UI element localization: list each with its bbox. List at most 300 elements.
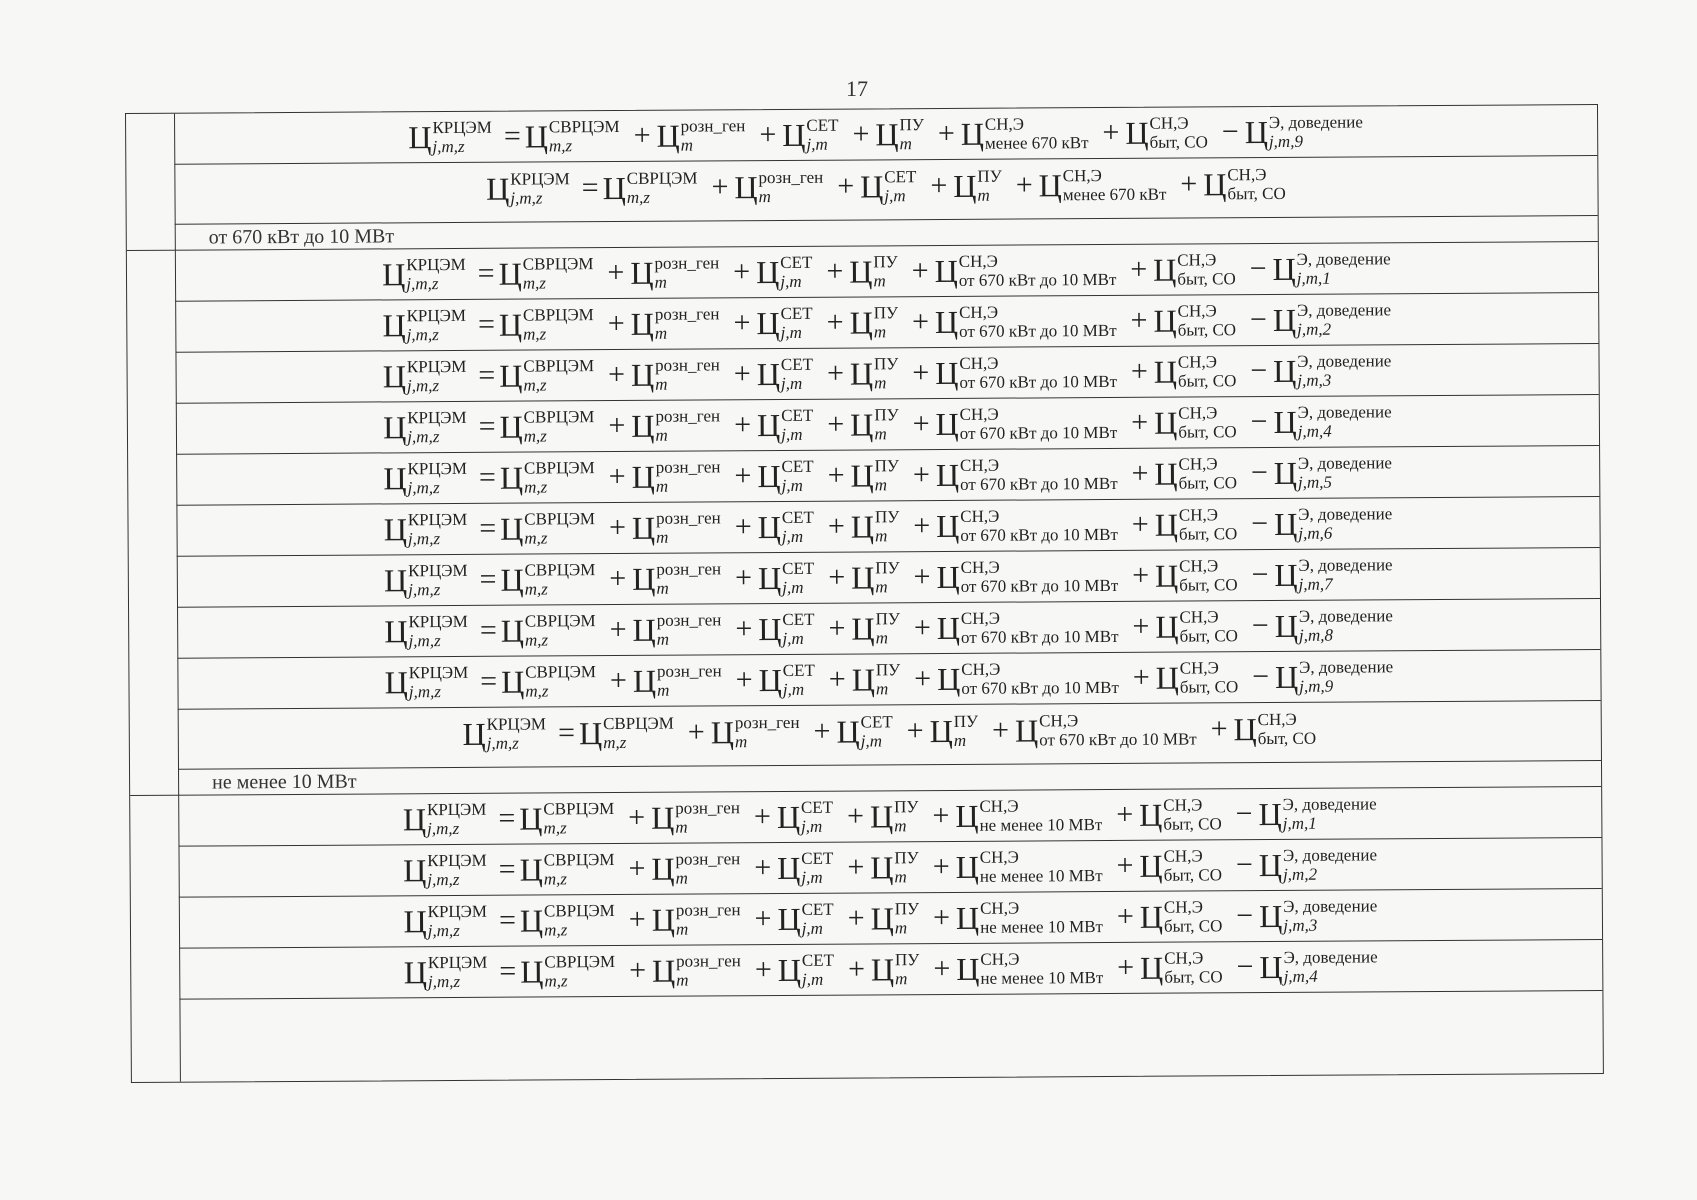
subscript: j,m,z <box>408 580 441 600</box>
superscript: СЕТ <box>801 950 835 970</box>
superscript: СЕТ <box>781 507 814 527</box>
subscript: m <box>656 527 669 547</box>
plus-sign: + <box>906 714 924 748</box>
term-krcem <box>403 801 487 838</box>
subscript: j,m <box>800 816 823 836</box>
subscript: j,m,z <box>406 376 440 396</box>
term-sn-byt <box>1140 898 1223 935</box>
formula <box>462 711 1316 752</box>
script-stack <box>408 562 468 598</box>
superscript: Э, доведение <box>1282 794 1377 814</box>
subscript: j,m,4 <box>1283 966 1318 986</box>
price-symbol: Ц <box>1038 167 1062 204</box>
term-sn <box>935 303 1117 340</box>
price-symbol: Ц <box>935 456 960 494</box>
price-symbol: Ц <box>632 560 656 597</box>
script-stack <box>1178 455 1237 491</box>
script-stack <box>1063 167 1167 204</box>
script-stack <box>428 954 488 990</box>
term-sn-byt <box>1153 302 1236 339</box>
subscript: m <box>655 374 668 394</box>
price-symbol: Ц <box>630 305 654 342</box>
superscript: КРЦЭМ <box>406 254 466 275</box>
plus-sign: + <box>609 663 628 698</box>
plus-sign: + <box>609 612 627 647</box>
subscript: не менее 10 МВт <box>980 917 1103 937</box>
formula <box>384 607 1393 649</box>
section-label: от 670 кВт до 10 МВт <box>208 225 395 249</box>
script-stack <box>523 306 594 342</box>
price-symbol: Ц <box>756 305 780 342</box>
plus-sign: + <box>1131 405 1149 439</box>
price-symbol: Ц <box>383 409 407 446</box>
script-stack <box>603 715 674 751</box>
subscript: m <box>977 185 990 205</box>
plus-sign: + <box>1116 899 1134 933</box>
subscript: m <box>953 730 967 750</box>
subscript: быт, СО <box>1177 371 1237 391</box>
term-pu <box>953 168 1002 204</box>
term-svrcem <box>525 118 620 155</box>
plus-sign: + <box>608 459 626 494</box>
superscript: СН,Э <box>1163 897 1204 917</box>
price-symbol: Ц <box>383 460 407 497</box>
subscript: от 670 кВт до 10 МВт <box>1039 729 1197 750</box>
equals-sign: = <box>478 460 496 494</box>
superscript: СЕТ <box>780 303 813 323</box>
formula <box>385 658 1394 700</box>
superscript: Э, доведение <box>1283 896 1378 916</box>
script-stack <box>780 305 812 341</box>
superscript: ПУ <box>873 252 898 272</box>
minus-sign: − <box>1236 899 1254 933</box>
subscript: m,z <box>523 324 547 344</box>
plus-sign: + <box>628 800 646 834</box>
price-symbol: Ц <box>1155 608 1179 645</box>
plus-sign: + <box>608 510 627 545</box>
formula <box>403 795 1377 837</box>
script-stack <box>525 663 596 699</box>
table-row <box>178 701 1601 770</box>
superscript: СВРЦЭМ <box>626 168 698 188</box>
price-symbol: Ц <box>777 849 801 887</box>
superscript: Э, доведение <box>1298 555 1393 575</box>
term-sn-byt <box>1155 506 1238 543</box>
subscript: j,m,z <box>432 136 465 157</box>
superscript: Э, доведение <box>1282 845 1378 865</box>
plus-sign: + <box>933 951 951 986</box>
term-sn-byt <box>1139 796 1222 833</box>
script-stack <box>524 510 595 546</box>
plus-sign: + <box>827 458 845 492</box>
term-krcem <box>486 170 570 207</box>
price-symbol: Ц <box>382 358 407 395</box>
subscript: j,m <box>806 134 828 154</box>
script-stack <box>959 252 1117 289</box>
price-symbol: Ц <box>936 558 960 596</box>
term-pu <box>851 559 900 595</box>
subscript: от 670 кВт до 10 МВт <box>959 422 1118 443</box>
script-stack <box>427 852 487 888</box>
price-symbol: Ц <box>757 458 781 495</box>
superscript: КРЦЭМ <box>408 611 468 632</box>
price-symbol: Ц <box>956 950 980 987</box>
subscript: m <box>655 425 668 445</box>
subscript: j,m,3 <box>1283 915 1318 935</box>
superscript: Э, доведение <box>1283 947 1378 967</box>
script-stack <box>875 610 900 646</box>
superscript: ПУ <box>894 848 919 868</box>
script-stack <box>655 407 720 443</box>
term-krcem <box>383 409 467 446</box>
plus-sign: + <box>827 509 845 543</box>
subscript: m <box>655 476 669 496</box>
plus-sign: + <box>847 952 866 986</box>
equals-sign: = <box>557 716 576 750</box>
subscript: j,m,z <box>407 529 441 549</box>
term-set <box>757 356 813 392</box>
term-sn-byt <box>1154 353 1237 390</box>
script-stack <box>801 850 833 886</box>
term-rozn-gen <box>652 901 741 938</box>
plus-sign: + <box>911 305 930 339</box>
superscript: СН,Э <box>1227 165 1267 185</box>
superscript: Э, доведение <box>1297 351 1392 371</box>
term-set <box>860 168 916 204</box>
script-stack <box>959 354 1117 391</box>
subscript: m <box>874 526 888 546</box>
price-symbol: Ц <box>651 901 675 938</box>
script-stack <box>676 952 741 988</box>
term-pu <box>850 304 899 340</box>
plus-sign: + <box>932 798 950 833</box>
price-symbol: Ц <box>383 511 407 548</box>
script-stack <box>1149 114 1208 150</box>
term-pu <box>850 355 899 391</box>
price-symbol: Ц <box>501 663 525 700</box>
plus-sign: + <box>608 408 626 443</box>
table-row <box>176 497 1599 557</box>
price-symbol: Ц <box>630 254 654 291</box>
price-symbol: Ц <box>408 119 432 156</box>
subscript: m,z <box>603 732 627 753</box>
price-symbol: Ц <box>651 799 675 836</box>
price-symbol: Ц <box>1140 949 1164 986</box>
script-stack <box>524 408 595 444</box>
plus-sign: + <box>753 800 771 834</box>
script-stack <box>1283 897 1377 934</box>
subscript: m <box>675 919 689 939</box>
term-sn <box>935 405 1117 442</box>
script-stack <box>1298 505 1392 542</box>
superscript: розн_ген <box>734 712 800 733</box>
superscript: СВРЦЭМ <box>543 901 615 921</box>
subscript: m,z <box>544 920 568 940</box>
subscript: j,m,z <box>408 682 442 702</box>
script-stack <box>407 460 467 496</box>
script-stack <box>407 409 467 445</box>
equals-sign: = <box>479 511 497 545</box>
script-stack <box>1297 301 1391 338</box>
plus-sign: + <box>932 849 950 884</box>
superscript: СВРЦЭМ <box>522 305 594 325</box>
script-stack <box>875 457 900 493</box>
subscript: m <box>654 323 668 343</box>
price-symbol: Ц <box>850 406 874 443</box>
superscript: СН,Э <box>1177 301 1217 321</box>
term-set <box>777 799 833 835</box>
equals-sign: = <box>477 307 496 341</box>
script-stack <box>954 713 979 749</box>
term-rozn-gen <box>633 662 722 699</box>
price-symbol: Ц <box>869 798 894 835</box>
price-symbol: Ц <box>1272 301 1297 338</box>
script-stack <box>977 168 1002 204</box>
price-symbol: Ц <box>462 715 486 752</box>
superscript: СВРЦЭМ <box>523 356 595 376</box>
script-stack <box>523 255 594 291</box>
term-rozn-gen <box>651 799 740 836</box>
script-stack <box>875 559 900 595</box>
price-symbol: Ц <box>486 170 510 207</box>
subscript: m <box>894 918 908 938</box>
price-symbol: Ц <box>955 797 979 834</box>
price-symbol: Ц <box>953 167 977 204</box>
subscript: быт, СО <box>1257 728 1317 749</box>
superscript: Э, доведение <box>1297 402 1392 422</box>
script-stack <box>980 848 1103 885</box>
script-stack <box>884 168 916 204</box>
subscript: j,m,z <box>407 478 440 498</box>
term-set <box>758 509 814 545</box>
minus-sign: − <box>1251 609 1269 643</box>
minus-sign: − <box>1235 797 1253 831</box>
script-stack <box>1179 557 1238 593</box>
price-symbol: Ц <box>756 356 781 393</box>
plus-sign: + <box>828 560 846 594</box>
script-stack <box>1227 166 1286 202</box>
script-stack <box>1039 711 1197 748</box>
term-pu <box>875 116 924 152</box>
subscript: быт, СО <box>1163 865 1223 885</box>
price-symbol: Ц <box>936 507 960 545</box>
subscript: быт, СО <box>1163 814 1222 834</box>
price-symbol: Ц <box>632 662 657 699</box>
superscript: розн_ген <box>654 304 720 324</box>
script-stack <box>895 900 920 936</box>
superscript: СЕТ <box>781 405 814 425</box>
plus-sign: + <box>932 900 951 935</box>
plus-sign: + <box>914 662 932 696</box>
term-sn <box>936 558 1118 595</box>
term-dovedenie <box>1273 301 1391 338</box>
superscript: СЕТ <box>782 609 815 629</box>
price-symbol: Ц <box>602 169 626 207</box>
superscript: ПУ <box>875 558 900 578</box>
term-sn-byt <box>1233 711 1316 748</box>
superscript: розн_ген <box>655 508 721 528</box>
term-pu <box>852 661 901 697</box>
superscript: СН,Э <box>1164 948 1204 968</box>
plus-sign: + <box>735 612 753 646</box>
superscript: СВРЦЭМ <box>524 560 596 580</box>
subscript: m,z <box>544 971 568 991</box>
subscript: m <box>873 271 886 291</box>
script-stack <box>783 662 815 698</box>
subscript: j,m,z <box>510 188 543 208</box>
equals-sign: = <box>499 954 517 988</box>
script-stack <box>985 115 1089 152</box>
term-svrcem <box>520 953 615 990</box>
subscript: j,m,z <box>427 971 461 992</box>
formula <box>382 301 1391 343</box>
script-stack <box>861 713 893 749</box>
term-dovedenie <box>1274 454 1392 491</box>
price-symbol: Ц <box>520 953 544 990</box>
price-symbol: Ц <box>960 115 985 152</box>
superscript: СН,Э <box>1177 352 1218 372</box>
script-stack <box>525 612 596 648</box>
table-row <box>176 446 1599 506</box>
superscript: розн_ген <box>675 798 740 818</box>
superscript: КРЦЭМ <box>426 799 487 820</box>
subscript: m,z <box>524 528 548 548</box>
plus-sign: + <box>1131 507 1149 541</box>
plus-sign: + <box>826 356 845 390</box>
term-sn-byt <box>1154 404 1237 441</box>
plus-sign: + <box>852 117 870 151</box>
subscript: j,m,z <box>427 818 460 839</box>
subscript: от 670 кВт до 10 МВт <box>960 524 1118 545</box>
term-sn-byt <box>1155 557 1238 594</box>
term-pu <box>930 713 979 749</box>
formula <box>382 250 1391 292</box>
superscript: ПУ <box>894 950 920 970</box>
formula <box>403 846 1377 888</box>
price-symbol: Ц <box>850 508 875 545</box>
plus-sign: + <box>1116 797 1134 831</box>
script-stack <box>1269 113 1363 150</box>
price-symbol: Ц <box>524 118 549 155</box>
script-stack <box>544 953 615 989</box>
price-symbol: Ц <box>1139 898 1164 935</box>
plus-sign: + <box>1180 167 1198 201</box>
subscript: m,z <box>543 869 568 889</box>
superscript: КРЦЭМ <box>486 714 547 734</box>
superscript: СЕТ <box>806 115 839 135</box>
plus-sign: + <box>911 254 929 288</box>
term-set <box>777 901 833 937</box>
script-stack <box>409 664 469 700</box>
script-stack <box>1297 250 1391 287</box>
price-symbol: Ц <box>1154 557 1179 594</box>
script-stack <box>1179 608 1238 644</box>
plus-sign: + <box>1116 848 1134 882</box>
script-stack <box>1283 846 1377 883</box>
subscript: m,z <box>626 187 651 207</box>
subscript: j,m,3 <box>1297 370 1332 390</box>
price-symbol: Ц <box>498 255 522 292</box>
subscript: быт, СО <box>1227 183 1286 204</box>
script-stack <box>980 950 1103 987</box>
term-pu <box>851 610 900 646</box>
subscript: j,m <box>781 475 803 495</box>
superscript: СН,Э <box>959 455 1000 475</box>
minus-sign: − <box>1249 303 1267 337</box>
term-sn <box>936 507 1118 544</box>
plus-sign: + <box>607 255 625 290</box>
plus-sign: + <box>828 662 846 696</box>
price-symbol: Ц <box>757 509 781 546</box>
term-sn-byt <box>1155 608 1238 645</box>
equals-sign: = <box>478 358 496 392</box>
price-symbol: Ц <box>777 951 802 989</box>
subscript: m <box>875 577 888 597</box>
price-symbol: Ц <box>929 712 953 750</box>
plus-sign: + <box>1130 354 1148 388</box>
subscript: j,m <box>780 322 802 342</box>
term-sn <box>955 797 1102 834</box>
subscript: от 670 кВт до 10 МВт <box>959 320 1117 341</box>
plus-sign: + <box>734 408 752 442</box>
superscript: КРЦЭМ <box>407 509 468 530</box>
term-svrcem <box>499 306 594 343</box>
term-dovedenie <box>1275 658 1393 695</box>
term-sn-byt <box>1139 847 1222 884</box>
term-krcem <box>384 562 468 599</box>
term-svrcem <box>499 357 594 394</box>
script-stack <box>1164 949 1223 985</box>
price-symbol: Ц <box>860 168 884 205</box>
term-svrcem <box>519 800 614 837</box>
superscript: СН,Э <box>960 506 1000 526</box>
term-dovedenie <box>1272 250 1390 287</box>
term-dovedenie <box>1259 897 1377 934</box>
script-stack <box>781 458 813 494</box>
term-svrcem <box>520 851 615 888</box>
price-symbol: Ц <box>934 252 958 290</box>
price-symbol: Ц <box>1258 846 1283 884</box>
price-symbol: Ц <box>836 713 860 750</box>
script-stack <box>801 901 833 937</box>
plus-sign: + <box>1102 115 1120 150</box>
superscript: ПУ <box>894 797 919 817</box>
script-stack <box>802 952 834 988</box>
price-symbol: Ц <box>870 900 894 937</box>
term-sn <box>935 252 1117 289</box>
price-symbol: Ц <box>851 661 876 698</box>
term-set <box>777 850 833 886</box>
superscript: КРЦЭМ <box>427 901 488 922</box>
script-stack <box>960 507 1118 544</box>
script-stack <box>1298 556 1392 593</box>
script-stack <box>1178 353 1237 389</box>
term-krcem <box>385 664 469 701</box>
subscript: m <box>873 322 887 342</box>
plus-sign: + <box>826 305 844 339</box>
script-stack <box>873 253 898 289</box>
term-svrcem <box>603 170 698 207</box>
term-dovedenie <box>1275 607 1393 644</box>
term-pu <box>850 457 899 493</box>
term-set <box>759 662 815 698</box>
price-symbol: Ц <box>776 798 801 836</box>
subscript: j,m,7 <box>1298 574 1333 594</box>
subscript: j,m,9 <box>1299 676 1334 696</box>
formula-table <box>125 104 1604 1083</box>
plus-sign: + <box>1132 660 1150 694</box>
subscript: j,m <box>801 867 823 887</box>
